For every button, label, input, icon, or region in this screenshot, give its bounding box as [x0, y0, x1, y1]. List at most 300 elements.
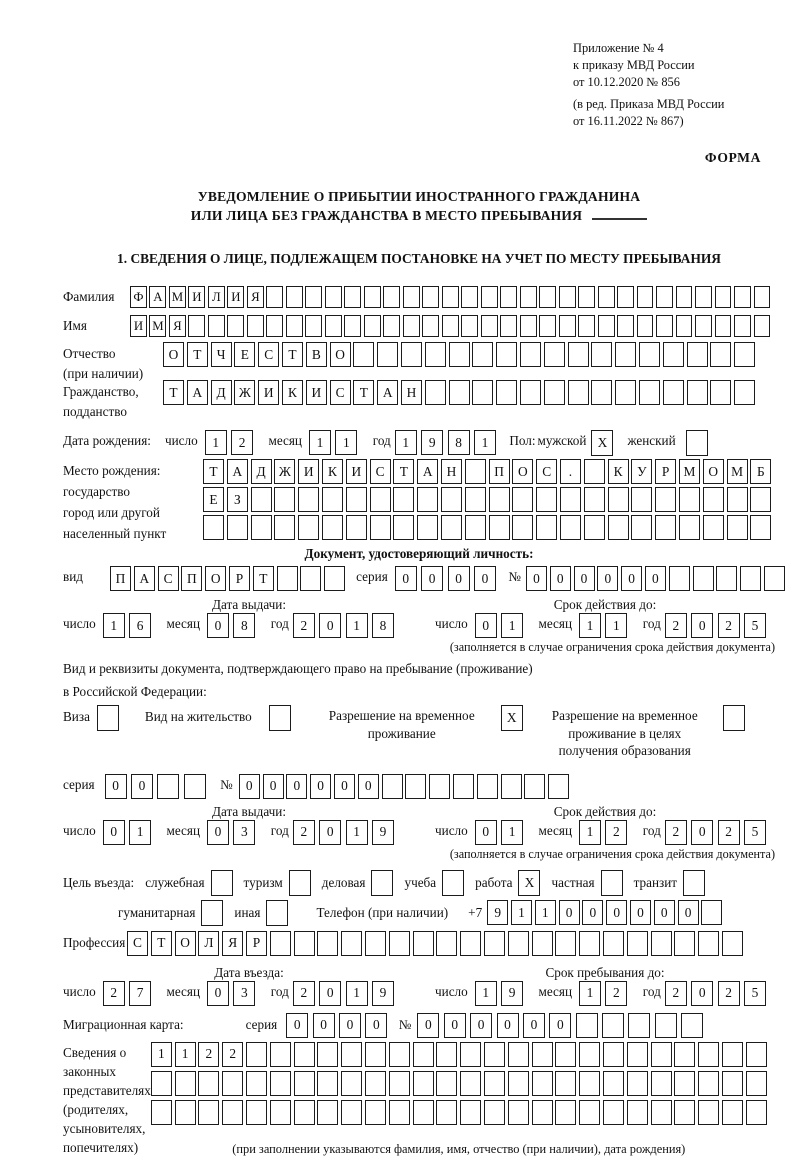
char-cell[interactable] — [520, 342, 541, 367]
char-cell[interactable]: 2 — [718, 613, 740, 638]
char-cell[interactable]: 9 — [421, 430, 443, 455]
char-cell[interactable] — [734, 342, 755, 367]
char-cell[interactable] — [151, 1071, 172, 1096]
char-cell[interactable]: 1 — [511, 900, 532, 925]
char-cell[interactable] — [669, 566, 690, 591]
char-cell[interactable] — [449, 380, 470, 405]
char-cell[interactable] — [353, 342, 374, 367]
char-cell[interactable] — [579, 1100, 600, 1125]
char-cell[interactable]: 5 — [744, 820, 766, 845]
char-cell[interactable]: Т — [203, 459, 224, 484]
char-cell[interactable]: А — [377, 380, 398, 405]
char-cell[interactable]: 8 — [372, 613, 394, 638]
char-cell[interactable] — [344, 315, 361, 337]
char-cell[interactable] — [655, 487, 676, 512]
char-cell[interactable]: 0 — [339, 1013, 361, 1038]
char-cell[interactable] — [442, 315, 459, 337]
char-cell[interactable]: А — [149, 286, 166, 308]
char-cell[interactable]: С — [330, 380, 351, 405]
char-cell[interactable] — [270, 1100, 291, 1125]
char-cell[interactable] — [274, 487, 295, 512]
char-cell[interactable] — [603, 1100, 624, 1125]
char-cell[interactable]: А — [187, 380, 208, 405]
char-cell[interactable]: И — [258, 380, 279, 405]
char-cell[interactable] — [746, 1071, 767, 1096]
char-cell[interactable] — [746, 1042, 767, 1067]
char-cell[interactable] — [655, 1013, 677, 1038]
char-cell[interactable]: К — [282, 380, 303, 405]
char-cell[interactable] — [413, 1042, 434, 1067]
char-cell[interactable]: 0 — [334, 774, 355, 799]
char-cell[interactable] — [627, 1042, 648, 1067]
char-cell[interactable] — [364, 286, 381, 308]
char-cell[interactable]: 2 — [665, 820, 687, 845]
char-cell[interactable]: 9 — [487, 900, 508, 925]
char-cell[interactable]: 2 — [222, 1042, 243, 1067]
char-cell[interactable]: Р — [246, 931, 267, 956]
char-cell[interactable] — [715, 315, 732, 337]
char-cell[interactable] — [754, 286, 771, 308]
char-cell[interactable]: Т — [393, 459, 414, 484]
char-cell[interactable]: 0 — [395, 566, 417, 591]
char-cell[interactable] — [465, 515, 486, 540]
option-checkbox[interactable] — [442, 870, 464, 896]
char-cell[interactable] — [631, 515, 652, 540]
char-cell[interactable] — [639, 380, 660, 405]
char-cell[interactable]: Р — [229, 566, 250, 591]
char-cell[interactable] — [508, 931, 529, 956]
char-cell[interactable]: 1 — [501, 613, 523, 638]
char-cell[interactable]: Ф — [130, 286, 147, 308]
char-cell[interactable] — [524, 774, 545, 799]
char-cell[interactable] — [627, 1100, 648, 1125]
char-cell[interactable] — [364, 315, 381, 337]
char-cell[interactable] — [615, 380, 636, 405]
char-cell[interactable] — [346, 487, 367, 512]
char-cell[interactable] — [294, 931, 315, 956]
char-cell[interactable]: 2 — [293, 820, 315, 845]
char-cell[interactable] — [246, 1100, 267, 1125]
char-cell[interactable]: Л — [198, 931, 219, 956]
char-cell[interactable] — [687, 342, 708, 367]
char-cell[interactable] — [325, 315, 342, 337]
char-cell[interactable]: 6 — [129, 613, 151, 638]
char-cell[interactable]: Ж — [234, 380, 255, 405]
option-checkbox[interactable] — [601, 870, 623, 896]
char-cell[interactable]: 0 — [105, 774, 127, 799]
char-cell[interactable]: 9 — [372, 981, 394, 1006]
char-cell[interactable] — [710, 342, 731, 367]
char-cell[interactable] — [341, 1071, 362, 1096]
char-cell[interactable] — [501, 774, 522, 799]
char-cell[interactable]: М — [169, 286, 186, 308]
char-cell[interactable] — [555, 1071, 576, 1096]
char-cell[interactable] — [508, 1042, 529, 1067]
char-cell[interactable] — [322, 487, 343, 512]
char-cell[interactable] — [422, 286, 439, 308]
char-cell[interactable] — [188, 315, 205, 337]
char-cell[interactable]: А — [417, 459, 438, 484]
char-cell[interactable] — [631, 487, 652, 512]
char-cell[interactable] — [655, 515, 676, 540]
char-cell[interactable]: 0 — [475, 613, 497, 638]
char-cell[interactable]: 1 — [535, 900, 556, 925]
char-cell[interactable] — [746, 1100, 767, 1125]
option-checkbox[interactable] — [211, 870, 233, 896]
char-cell[interactable]: 5 — [744, 613, 766, 638]
char-cell[interactable] — [208, 315, 225, 337]
char-cell[interactable] — [628, 1013, 650, 1038]
char-cell[interactable] — [722, 1042, 743, 1067]
char-cell[interactable] — [578, 286, 595, 308]
char-cell[interactable] — [441, 487, 462, 512]
char-cell[interactable] — [656, 286, 673, 308]
char-cell[interactable] — [603, 931, 624, 956]
char-cell[interactable] — [520, 315, 537, 337]
char-cell[interactable] — [184, 774, 206, 799]
char-cell[interactable] — [520, 286, 537, 308]
char-cell[interactable] — [734, 286, 751, 308]
char-cell[interactable]: О — [163, 342, 184, 367]
char-cell[interactable]: 0 — [263, 774, 284, 799]
char-cell[interactable] — [393, 515, 414, 540]
option-checkbox[interactable]: X — [518, 870, 540, 896]
char-cell[interactable]: 0 — [239, 774, 260, 799]
char-cell[interactable] — [559, 315, 576, 337]
char-cell[interactable]: Н — [441, 459, 462, 484]
char-cell[interactable] — [698, 1100, 719, 1125]
char-cell[interactable] — [722, 1100, 743, 1125]
option-checkbox[interactable] — [371, 870, 393, 896]
char-cell[interactable]: 9 — [372, 820, 394, 845]
char-cell[interactable] — [298, 487, 319, 512]
char-cell[interactable] — [417, 515, 438, 540]
char-cell[interactable]: 1 — [205, 430, 227, 455]
char-cell[interactable] — [481, 315, 498, 337]
char-cell[interactable] — [425, 380, 446, 405]
char-cell[interactable]: А — [134, 566, 155, 591]
char-cell[interactable]: М — [679, 459, 700, 484]
char-cell[interactable] — [617, 315, 634, 337]
char-cell[interactable]: Н — [401, 380, 422, 405]
char-cell[interactable] — [365, 1042, 386, 1067]
char-cell[interactable] — [324, 566, 345, 591]
char-cell[interactable]: 0 — [103, 820, 125, 845]
char-cell[interactable]: 1 — [309, 430, 331, 455]
char-cell[interactable]: С — [158, 566, 179, 591]
char-cell[interactable]: 8 — [448, 430, 470, 455]
char-cell[interactable]: М — [149, 315, 166, 337]
char-cell[interactable] — [344, 286, 361, 308]
char-cell[interactable]: 0 — [691, 981, 713, 1006]
char-cell[interactable] — [698, 1071, 719, 1096]
char-cell[interactable] — [500, 286, 517, 308]
visa-checkbox[interactable] — [97, 705, 119, 731]
char-cell[interactable] — [674, 1042, 695, 1067]
char-cell[interactable]: 1 — [335, 430, 357, 455]
char-cell[interactable] — [512, 515, 533, 540]
char-cell[interactable] — [341, 1042, 362, 1067]
char-cell[interactable] — [603, 1071, 624, 1096]
char-cell[interactable] — [637, 315, 654, 337]
char-cell[interactable]: М — [727, 459, 748, 484]
char-cell[interactable] — [422, 315, 439, 337]
char-cell[interactable]: 1 — [605, 613, 627, 638]
char-cell[interactable] — [512, 487, 533, 512]
char-cell[interactable]: Д — [251, 459, 272, 484]
char-cell[interactable]: 1 — [579, 613, 601, 638]
char-cell[interactable]: У — [631, 459, 652, 484]
char-cell[interactable] — [698, 931, 719, 956]
char-cell[interactable] — [508, 1100, 529, 1125]
temp-permit-edu-checkbox[interactable] — [723, 705, 745, 731]
char-cell[interactable] — [460, 1100, 481, 1125]
char-cell[interactable] — [413, 1100, 434, 1125]
char-cell[interactable] — [627, 1071, 648, 1096]
char-cell[interactable] — [710, 380, 731, 405]
char-cell[interactable] — [198, 1100, 219, 1125]
char-cell[interactable]: Я — [169, 315, 186, 337]
char-cell[interactable] — [627, 931, 648, 956]
char-cell[interactable] — [317, 1042, 338, 1067]
char-cell[interactable]: 1 — [151, 1042, 172, 1067]
char-cell[interactable] — [687, 380, 708, 405]
char-cell[interactable] — [465, 459, 486, 484]
char-cell[interactable] — [532, 931, 553, 956]
char-cell[interactable]: 1 — [346, 981, 368, 1006]
option-checkbox[interactable] — [289, 870, 311, 896]
char-cell[interactable] — [246, 1042, 267, 1067]
char-cell[interactable]: 0 — [131, 774, 153, 799]
char-cell[interactable] — [695, 286, 712, 308]
char-cell[interactable] — [568, 380, 589, 405]
char-cell[interactable]: 0 — [497, 1013, 519, 1038]
char-cell[interactable]: Р — [655, 459, 676, 484]
char-cell[interactable]: Б — [750, 459, 771, 484]
option-checkbox[interactable] — [201, 900, 223, 926]
char-cell[interactable] — [477, 774, 498, 799]
char-cell[interactable] — [579, 1071, 600, 1096]
char-cell[interactable] — [695, 315, 712, 337]
char-cell[interactable] — [584, 459, 605, 484]
char-cell[interactable] — [548, 774, 569, 799]
char-cell[interactable]: 0 — [550, 566, 571, 591]
char-cell[interactable] — [544, 380, 565, 405]
char-cell[interactable]: 0 — [444, 1013, 466, 1038]
char-cell[interactable] — [460, 931, 481, 956]
char-cell[interactable] — [270, 1071, 291, 1096]
char-cell[interactable]: 1 — [501, 820, 523, 845]
char-cell[interactable] — [317, 1071, 338, 1096]
char-cell[interactable]: 0 — [475, 820, 497, 845]
char-cell[interactable]: 0 — [365, 1013, 387, 1038]
char-cell[interactable]: 0 — [574, 566, 595, 591]
char-cell[interactable] — [484, 1042, 505, 1067]
char-cell[interactable] — [579, 931, 600, 956]
char-cell[interactable] — [294, 1071, 315, 1096]
char-cell[interactable] — [403, 315, 420, 337]
char-cell[interactable] — [559, 286, 576, 308]
char-cell[interactable] — [536, 487, 557, 512]
char-cell[interactable] — [449, 342, 470, 367]
char-cell[interactable] — [294, 1042, 315, 1067]
char-cell[interactable] — [701, 900, 722, 925]
char-cell[interactable] — [325, 286, 342, 308]
char-cell[interactable] — [617, 286, 634, 308]
char-cell[interactable] — [674, 931, 695, 956]
char-cell[interactable] — [389, 931, 410, 956]
char-cell[interactable] — [227, 315, 244, 337]
char-cell[interactable]: 2 — [665, 613, 687, 638]
char-cell[interactable] — [555, 1042, 576, 1067]
char-cell[interactable]: 2 — [293, 981, 315, 1006]
char-cell[interactable] — [472, 380, 493, 405]
char-cell[interactable] — [532, 1071, 553, 1096]
char-cell[interactable] — [560, 487, 581, 512]
char-cell[interactable]: Т — [253, 566, 274, 591]
char-cell[interactable] — [750, 515, 771, 540]
char-cell[interactable] — [637, 286, 654, 308]
char-cell[interactable]: Л — [208, 286, 225, 308]
char-cell[interactable]: 0 — [313, 1013, 335, 1038]
char-cell[interactable]: О — [512, 459, 533, 484]
char-cell[interactable] — [676, 315, 693, 337]
char-cell[interactable]: Ж — [274, 459, 295, 484]
char-cell[interactable]: 1 — [346, 613, 368, 638]
char-cell[interactable]: 0 — [582, 900, 603, 925]
char-cell[interactable] — [703, 515, 724, 540]
char-cell[interactable] — [496, 380, 517, 405]
char-cell[interactable] — [560, 515, 581, 540]
char-cell[interactable] — [175, 1071, 196, 1096]
char-cell[interactable] — [602, 1013, 624, 1038]
char-cell[interactable]: Д — [211, 380, 232, 405]
char-cell[interactable]: В — [306, 342, 327, 367]
char-cell[interactable] — [341, 1100, 362, 1125]
char-cell[interactable]: И — [346, 459, 367, 484]
char-cell[interactable]: 2 — [718, 820, 740, 845]
char-cell[interactable]: Т — [282, 342, 303, 367]
char-cell[interactable] — [703, 487, 724, 512]
char-cell[interactable] — [251, 487, 272, 512]
char-cell[interactable]: Е — [234, 342, 255, 367]
char-cell[interactable] — [405, 774, 426, 799]
char-cell[interactable] — [266, 286, 283, 308]
char-cell[interactable] — [436, 1042, 457, 1067]
char-cell[interactable]: 1 — [474, 430, 496, 455]
char-cell[interactable] — [603, 1042, 624, 1067]
char-cell[interactable] — [222, 1071, 243, 1096]
char-cell[interactable]: 0 — [523, 1013, 545, 1038]
char-cell[interactable] — [266, 315, 283, 337]
char-cell[interactable]: 0 — [630, 900, 651, 925]
char-cell[interactable]: 2 — [605, 820, 627, 845]
char-cell[interactable] — [389, 1100, 410, 1125]
char-cell[interactable] — [227, 515, 248, 540]
char-cell[interactable] — [576, 1013, 598, 1038]
char-cell[interactable]: Ч — [211, 342, 232, 367]
char-cell[interactable]: 0 — [207, 820, 229, 845]
char-cell[interactable] — [489, 515, 510, 540]
char-cell[interactable] — [460, 1042, 481, 1067]
char-cell[interactable]: 0 — [621, 566, 642, 591]
char-cell[interactable] — [341, 931, 362, 956]
char-cell[interactable] — [300, 566, 321, 591]
char-cell[interactable]: 9 — [501, 981, 523, 1006]
char-cell[interactable]: 7 — [129, 981, 151, 1006]
char-cell[interactable]: П — [489, 459, 510, 484]
char-cell[interactable] — [608, 487, 629, 512]
char-cell[interactable]: 1 — [475, 981, 497, 1006]
char-cell[interactable] — [247, 315, 264, 337]
char-cell[interactable]: И — [130, 315, 147, 337]
char-cell[interactable]: К — [322, 459, 343, 484]
char-cell[interactable]: 0 — [654, 900, 675, 925]
char-cell[interactable]: 2 — [198, 1042, 219, 1067]
char-cell[interactable] — [270, 1042, 291, 1067]
char-cell[interactable]: 1 — [129, 820, 151, 845]
char-cell[interactable] — [532, 1042, 553, 1067]
char-cell[interactable] — [322, 515, 343, 540]
char-cell[interactable]: И — [188, 286, 205, 308]
char-cell[interactable] — [305, 315, 322, 337]
char-cell[interactable] — [639, 342, 660, 367]
char-cell[interactable] — [453, 774, 474, 799]
char-cell[interactable] — [461, 315, 478, 337]
char-cell[interactable] — [536, 515, 557, 540]
char-cell[interactable] — [365, 931, 386, 956]
residence-permit-checkbox[interactable] — [269, 705, 291, 731]
char-cell[interactable]: 0 — [597, 566, 618, 591]
char-cell[interactable] — [382, 774, 403, 799]
char-cell[interactable]: 2 — [103, 981, 125, 1006]
char-cell[interactable] — [484, 1100, 505, 1125]
char-cell[interactable]: 0 — [691, 613, 713, 638]
char-cell[interactable] — [555, 1100, 576, 1125]
char-cell[interactable]: И — [227, 286, 244, 308]
char-cell[interactable]: 1 — [395, 430, 417, 455]
char-cell[interactable] — [389, 1042, 410, 1067]
char-cell[interactable]: 3 — [233, 820, 255, 845]
char-cell[interactable] — [679, 487, 700, 512]
char-cell[interactable]: С — [258, 342, 279, 367]
char-cell[interactable]: 0 — [645, 566, 666, 591]
char-cell[interactable]: Т — [151, 931, 172, 956]
char-cell[interactable]: 0 — [691, 820, 713, 845]
char-cell[interactable] — [413, 1071, 434, 1096]
char-cell[interactable] — [441, 515, 462, 540]
char-cell[interactable] — [693, 566, 714, 591]
char-cell[interactable] — [298, 515, 319, 540]
option-checkbox[interactable] — [266, 900, 288, 926]
char-cell[interactable]: 1 — [579, 981, 601, 1006]
char-cell[interactable] — [598, 315, 615, 337]
char-cell[interactable]: 1 — [579, 820, 601, 845]
char-cell[interactable]: 0 — [286, 1013, 308, 1038]
char-cell[interactable] — [508, 1071, 529, 1096]
char-cell[interactable]: Т — [163, 380, 184, 405]
char-cell[interactable] — [484, 1071, 505, 1096]
char-cell[interactable]: 0 — [319, 613, 341, 638]
temp-permit-checkbox[interactable]: X — [501, 705, 523, 731]
char-cell[interactable] — [270, 931, 291, 956]
char-cell[interactable] — [681, 1013, 703, 1038]
char-cell[interactable] — [734, 315, 751, 337]
char-cell[interactable] — [436, 931, 457, 956]
char-cell[interactable] — [539, 286, 556, 308]
char-cell[interactable] — [584, 487, 605, 512]
char-cell[interactable] — [274, 515, 295, 540]
